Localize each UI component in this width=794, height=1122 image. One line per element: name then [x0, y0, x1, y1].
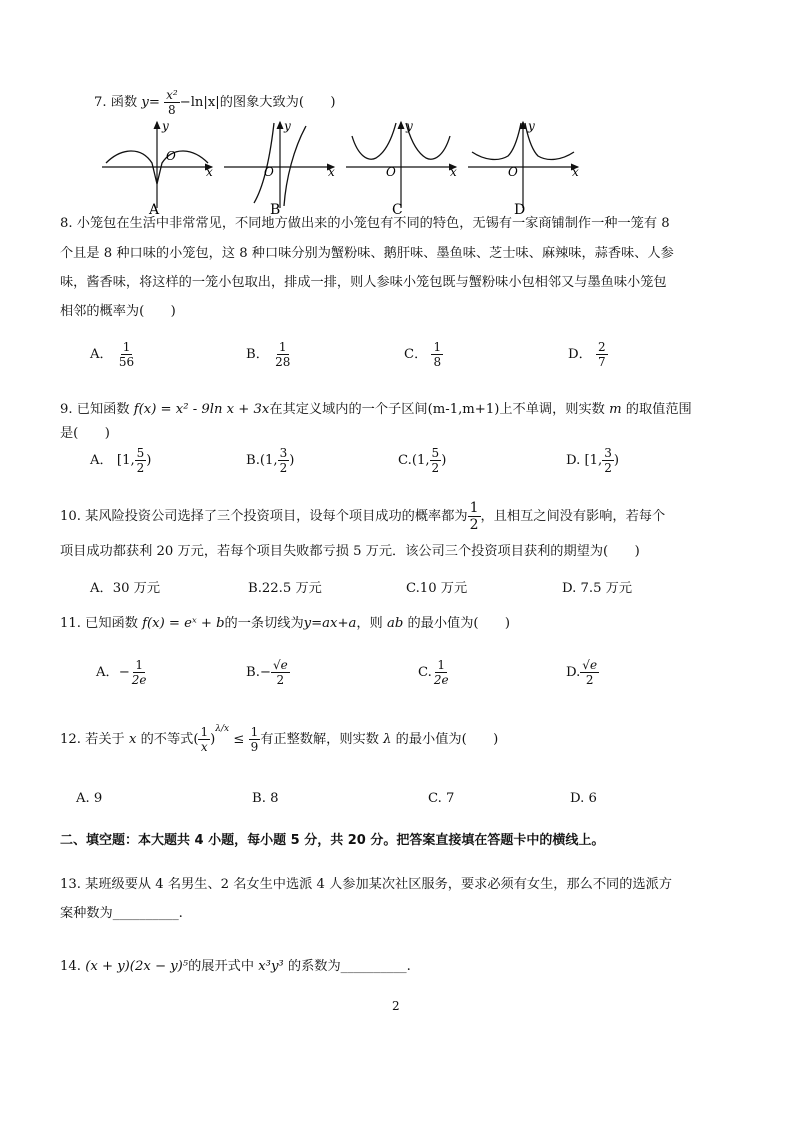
- q8-c-num: 1: [433, 340, 442, 354]
- q12-option-a: A. 9: [76, 791, 103, 806]
- q9-prefix: 9. 已知函数: [60, 402, 130, 417]
- q10-den: 2: [469, 517, 479, 533]
- q9-c-den: 2: [431, 461, 440, 475]
- q9-c-right: ): [441, 453, 447, 468]
- graph-a-x: x: [206, 165, 213, 179]
- q11-c-num: 1: [437, 658, 445, 672]
- q11-d-frac: [580, 658, 599, 687]
- q14-line: [60, 955, 411, 974]
- q9-a-den: 2: [136, 461, 145, 475]
- graph-c-x: x: [450, 165, 457, 179]
- q13-line1: 13. 某班级要从 4 名男生、2 名女生中选派 4 人参加某次社区服务，要求必须有女生，那么不同的选派方: [60, 877, 672, 892]
- q9-d-left: [1,: [584, 453, 603, 468]
- q12-suffix: 有正整数解，则实数: [260, 732, 379, 747]
- q11-option-c: [418, 658, 451, 687]
- q13-line2: 案种数为__________.: [60, 906, 183, 921]
- q8-a-num: 1: [122, 340, 131, 354]
- q9-option-c: [398, 446, 446, 475]
- q8-option-d-label: D．: [568, 347, 592, 362]
- graph-d-x: x: [572, 165, 579, 179]
- q11-middle: 的一条切线为: [224, 616, 304, 631]
- q10-frac: [468, 500, 481, 533]
- q11-d-den: 2: [585, 673, 594, 687]
- q9-c-label: C.: [398, 453, 412, 468]
- graph-b-o: O: [264, 165, 274, 179]
- q9-b-frac: [278, 446, 290, 475]
- q7-formula-eq: =: [148, 95, 160, 110]
- graph-a: [102, 119, 213, 218]
- q9-c-left: (1,: [411, 453, 430, 468]
- q9-var: m: [609, 402, 622, 417]
- q10-line1: [60, 500, 665, 533]
- q8-option-a-label: A．: [90, 347, 113, 362]
- q8-line2: 个且是 8 种口味的小笼包，这 8 种口味分别为蟹粉味、鹅肝味、墨鱼味、芝士味、麻辣味，蒜香味、人参: [60, 246, 674, 261]
- q14-suffix: 的系数为__________.: [287, 959, 411, 974]
- q8-line1: 8. 小笼包在生活中非常常见，不同地方做出来的小笼包有不同的特色，无锡有一家商铺制作一种一笼有 8: [60, 216, 670, 231]
- q9-a-num: 5: [136, 446, 145, 460]
- q12-ineq-num: 1: [200, 725, 209, 739]
- q12-option-d: D. 6: [570, 791, 597, 806]
- graph-c: [346, 119, 457, 218]
- q11-option-b: [246, 658, 290, 687]
- q12-middle: 的不等式: [140, 732, 194, 747]
- q9-d-frac: [602, 446, 614, 475]
- q9-middle: 在其定义域内的一个子区间(m-1,m+1)上不单调，则实数: [269, 402, 605, 417]
- q11-b-den: 2: [276, 673, 285, 687]
- q9-b-right: ): [289, 453, 295, 468]
- q9-formula: f(x) = x² - 9ln x + 3x: [133, 402, 270, 417]
- q8-option-c-frac: [431, 340, 443, 369]
- q11-suffix: 的最小值为( ): [407, 616, 511, 631]
- q11-c-label: C.: [418, 665, 432, 680]
- q12-le: ≤: [233, 732, 245, 747]
- q11-c-den: 2e: [433, 673, 449, 687]
- graph-d: [468, 119, 579, 218]
- q12-rhs-num: 1: [250, 725, 259, 739]
- q11-ab: ab: [386, 616, 404, 631]
- graph-b-y: y: [284, 119, 291, 133]
- q8-option-c-label: C．: [404, 347, 428, 362]
- q11-option-a: [96, 658, 149, 687]
- q11-d-label: D.: [566, 665, 581, 680]
- q8-d-den: 7: [597, 355, 606, 369]
- q8-b-den: 28: [275, 355, 291, 369]
- q9-line2: 是( ): [60, 426, 110, 441]
- q9-c-frac: [430, 446, 442, 475]
- q8-option-b-label: B．: [246, 347, 269, 362]
- graph-b-label: B: [270, 202, 281, 218]
- q11-line: y=ax+a: [303, 616, 357, 631]
- q12-ineq-den: x: [200, 740, 208, 754]
- q14-prefix: 14.: [60, 959, 81, 974]
- q9-b-num: 3: [279, 446, 288, 460]
- q12-lambda: λ: [383, 732, 392, 747]
- q9-option-b: [246, 446, 294, 475]
- page-number: 2: [392, 999, 400, 1013]
- q11-b-frac: [271, 658, 290, 687]
- q10-option-d: D. 7.5 万元: [562, 581, 633, 596]
- q9-line1: [60, 398, 692, 417]
- q11-option-d: [566, 658, 599, 687]
- q10-prefix: 10. 某风险投资公司选择了三个投资项目，设每个项目成功的概率都为: [60, 509, 468, 524]
- q12-option-c: C. 7: [428, 791, 455, 806]
- graph-a-y: y: [162, 119, 169, 133]
- q9-a-left: [1,: [116, 453, 135, 468]
- q8-d-num: 2: [597, 340, 606, 354]
- q7-stem-prefix: 7. 函数: [94, 95, 138, 110]
- q11-prefix: 11. 已知函数: [60, 616, 138, 631]
- q9-a-frac: [135, 446, 147, 475]
- q14-formula: (x + y)(2x − y)⁵: [85, 959, 189, 974]
- q10-line2: 项目成功都获利 20 万元，若每个项目失败都亏损 5 万元．该公司三个投资项目获利的期望为( ): [60, 544, 640, 559]
- graph-c-o: O: [386, 165, 396, 179]
- q7-frac-num: x²: [166, 88, 178, 102]
- q8-option-d: [568, 340, 608, 369]
- q7-stem-suffix: 的图象大致为( ): [219, 95, 336, 110]
- q8-option-a-frac: [117, 340, 136, 369]
- graph-b: [224, 119, 335, 218]
- q12-line1: 12. 若关于 x 的不等式( $\frac{1}{x}$ )$^{\lambda/x}$ ≤ $\frac{1}{9}$ 有正整数解，则实数 λ 的最小值为( ): [60, 724, 499, 754]
- q12-exp: λ/x: [215, 724, 230, 734]
- q9-c-num: 5: [431, 446, 440, 460]
- q12-rhs-frac: [249, 725, 261, 754]
- q8-option-d-frac: [596, 340, 608, 369]
- q9-d-den: 2: [604, 461, 612, 475]
- q9-option-a: [90, 446, 151, 475]
- q7-formula-tail: −ln|x|: [179, 95, 220, 110]
- q9-option-d: [566, 446, 619, 475]
- q11-c-frac: [432, 658, 451, 687]
- graph-b-x: x: [328, 165, 335, 179]
- q9-a-right: ): [146, 453, 152, 468]
- q12-option-b: B. 8: [252, 791, 279, 806]
- graph-d-y: y: [528, 119, 535, 133]
- q11-b-num: √e: [272, 658, 288, 672]
- q10-option-c: C.10 万元: [406, 581, 468, 596]
- q10-option-b: B.22.5 万元: [248, 581, 322, 596]
- q12-prefix: 12. 若关于: [60, 732, 125, 747]
- graph-c-y: y: [406, 119, 413, 133]
- q9-d-label: D.: [566, 453, 581, 468]
- q14-term: x³y³: [258, 959, 284, 974]
- q11-d-num: √e: [582, 658, 598, 672]
- q9-d-num: 3: [604, 446, 612, 460]
- q12-ineq-frac: [198, 725, 210, 754]
- q11-a-frac: [130, 658, 149, 687]
- q11-line1: [60, 612, 510, 631]
- q10-suffix: ，且相互之间没有影响，若每个: [480, 509, 666, 524]
- q7-formula-fraction: [164, 88, 180, 117]
- q11-a-sign: −: [118, 665, 130, 680]
- q11-b-sign: −: [259, 665, 271, 680]
- q11-mid2: ，则: [356, 616, 383, 631]
- q11-a-num: 1: [135, 658, 143, 672]
- q9-b-left: (1,: [259, 453, 278, 468]
- graph-a-label: A: [149, 202, 160, 218]
- q8-line3: 味，酱香味，将这样的一笼小包取出，排成一排，则人参味小笼包既与蟹粉味小包相邻又与墨鱼味小笼包: [60, 275, 667, 290]
- q9-d-right: ): [613, 453, 620, 468]
- q11-b-label: B.: [246, 665, 260, 680]
- q11-a-den: 2e: [131, 673, 147, 687]
- section-2-heading: 二、填空题：本大题共 4 小题，每小题 5 分，共 20 分。把答案直接填在答题卡中的横线上。: [60, 833, 605, 848]
- q8-b-num: 1: [278, 340, 287, 354]
- q9-a-label: A．: [90, 453, 113, 468]
- q7-graphs: [96, 118, 596, 218]
- q7-frac-den: 8: [168, 103, 176, 117]
- q8-option-a: [90, 340, 136, 369]
- graph-a-o: O: [166, 149, 176, 163]
- q11-a-label: A．: [96, 665, 119, 680]
- q9-b-den: 2: [279, 461, 288, 475]
- q8-line4: 相邻的概率为( ): [60, 304, 176, 319]
- q8-option-b-frac: [273, 340, 292, 369]
- q14-middle: 的展开式中: [188, 959, 255, 974]
- q8-c-den: 8: [433, 355, 442, 369]
- q12-var: x: [128, 732, 137, 747]
- graph-d-label: D: [514, 202, 526, 218]
- q11-formula: f(x) = eˣ + b: [142, 616, 225, 631]
- q8-option-c: [404, 340, 443, 369]
- q7-stem: [94, 88, 336, 117]
- q9-suffix: 的取值范围: [625, 402, 692, 417]
- graph-d-o: O: [508, 165, 518, 179]
- q10-num: 1: [469, 500, 479, 516]
- q12-suffix2: 的最小值为( ): [395, 732, 499, 747]
- graph-c-label: C: [392, 202, 403, 218]
- q12-rhs-den: 9: [250, 740, 259, 754]
- q10-option-a: A．30 万元: [90, 581, 161, 596]
- q8-option-b: [246, 340, 292, 369]
- q9-b-label: B.: [246, 453, 260, 468]
- q8-a-den: 56: [118, 355, 135, 369]
- q7-formula-y: y: [141, 95, 149, 110]
